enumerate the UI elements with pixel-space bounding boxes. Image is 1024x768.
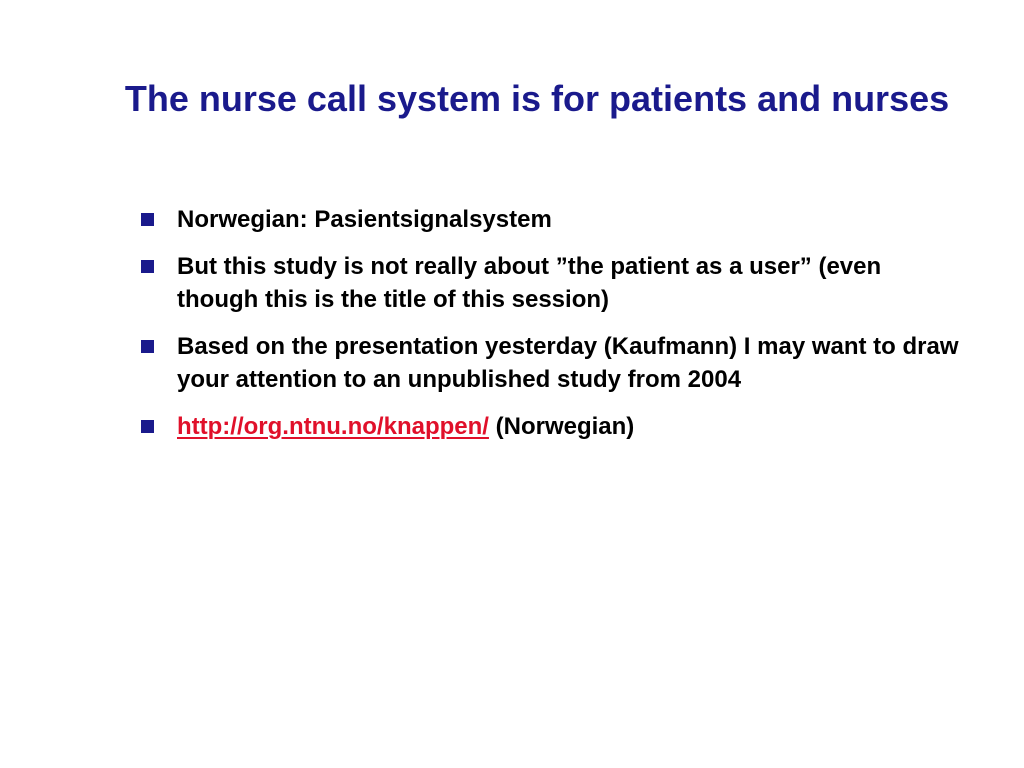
bullet-list <box>140 203 960 457</box>
square-bullet-icon <box>141 213 154 226</box>
bullet-text: Based on the presentation yesterday (Kaufmann) I may want to draw your attention to an unpublished study from 2004 <box>177 333 959 393</box>
square-bullet-icon <box>141 340 154 353</box>
square-bullet-icon <box>141 420 154 433</box>
link-suffix-text: (Norwegian) <box>488 413 635 440</box>
bullet-item-link <box>140 410 960 443</box>
square-bullet-icon <box>141 260 154 273</box>
bullet-item-norwegian-term <box>140 203 960 236</box>
bullet-text: But this study is not really about ”the patient as a user” (even though this is the title of this session) <box>177 253 882 313</box>
bullet-item-unpublished-study <box>140 330 960 396</box>
knappen-link[interactable]: http://org.ntnu.no/knappen/ <box>177 413 489 440</box>
slide-title: The nurse call system is for patients and nurses <box>124 78 950 119</box>
bullet-item-study-scope <box>140 250 960 316</box>
bullet-text: Norwegian: Pasientsignalsystem <box>177 206 552 233</box>
